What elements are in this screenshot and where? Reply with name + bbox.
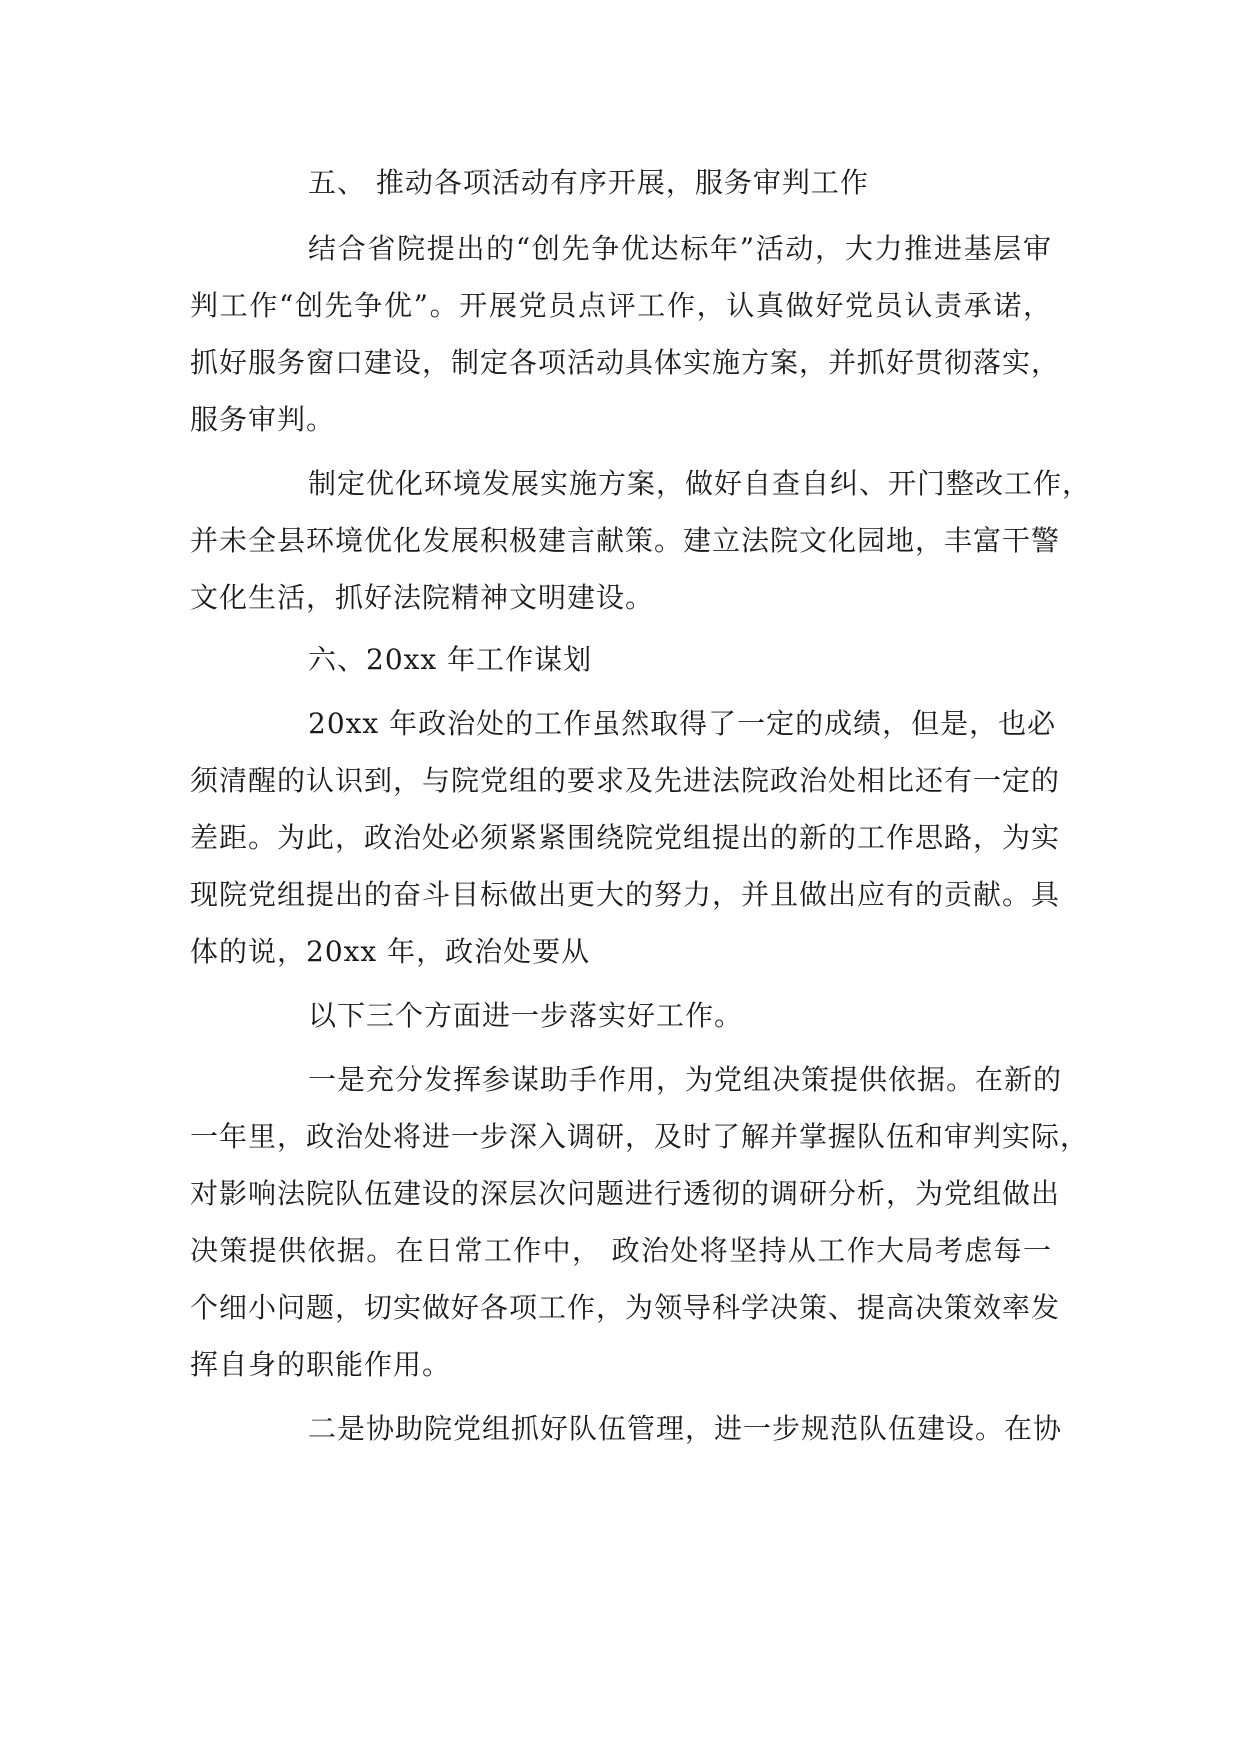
- paragraph-line: 以下三个方面进一步落实好工作。: [308, 999, 744, 1032]
- paragraph-line: 一是充分发挥参谋助手作用，为党组决策提供依据。在新的: [308, 1063, 1063, 1096]
- paragraph-line: 现院党组提出的奋斗目标做出更大的努力，并且做出应有的贡献。具: [190, 878, 1061, 911]
- paragraph-line: 一年里，政治处将进一步深入调研，及时了解并掌握队伍和审判实际，: [190, 1120, 1090, 1153]
- paragraph-line: 服务审判。: [190, 403, 336, 436]
- paragraph-line: 对影响法院队伍建设的深层次问题进行透彻的调研分析，为党组做出: [190, 1177, 1061, 1210]
- paragraph-line: 结合省院提出的“创先争优达标年”活动，大力推进基层审: [308, 232, 1052, 265]
- section-heading-5: 五、 推动各项活动有序开展，服务审判工作: [308, 166, 869, 199]
- paragraph-line: 决策提供依据。在日常工作中， 政治处将坚持从工作大局考虑每一: [190, 1234, 1052, 1267]
- document-page: [190, 0, 1092, 1753]
- paragraph-line: 并未全县环境优化发展积极建言献策。建立法院文化园地，丰富干警: [190, 524, 1061, 557]
- paragraph-line: 体的说，20xx 年，政治处要从: [190, 935, 591, 968]
- paragraph-line: 抓好服务窗口建设，制定各项活动具体实施方案，并抓好贯彻落实，: [190, 346, 1061, 379]
- paragraph-line: 个细小问题，切实做好各项工作，为领导科学决策、提高决策效率发: [190, 1291, 1061, 1324]
- paragraph-line: 20xx 年政治处的工作虽然取得了一定的成绩，但是，也必: [308, 707, 1057, 740]
- paragraph-line: 差距。为此，政治处必须紧紧围绕院党组提出的新的工作思路，为实: [190, 821, 1061, 854]
- paragraph-line: 判工作“创先争优”。开展党员点评工作，认真做好党员认责承诺，: [190, 289, 1052, 322]
- paragraph-line: 二是协助院党组抓好队伍管理，进一步规范队伍建设。在协: [308, 1412, 1063, 1445]
- paragraph-line: 文化生活，抓好法院精神文明建设。: [190, 581, 655, 614]
- paragraph-line: 制定优化环境发展实施方案，做好自查自纠、开门整改工作，: [308, 467, 1092, 500]
- paragraph-line: 挥自身的职能作用。: [190, 1348, 452, 1381]
- section-heading-6: 六、20xx 年工作谋划: [308, 643, 593, 676]
- paragraph-line: 须清醒的认识到，与院党组的要求及先进法院政治处相比还有一定的: [190, 764, 1061, 797]
